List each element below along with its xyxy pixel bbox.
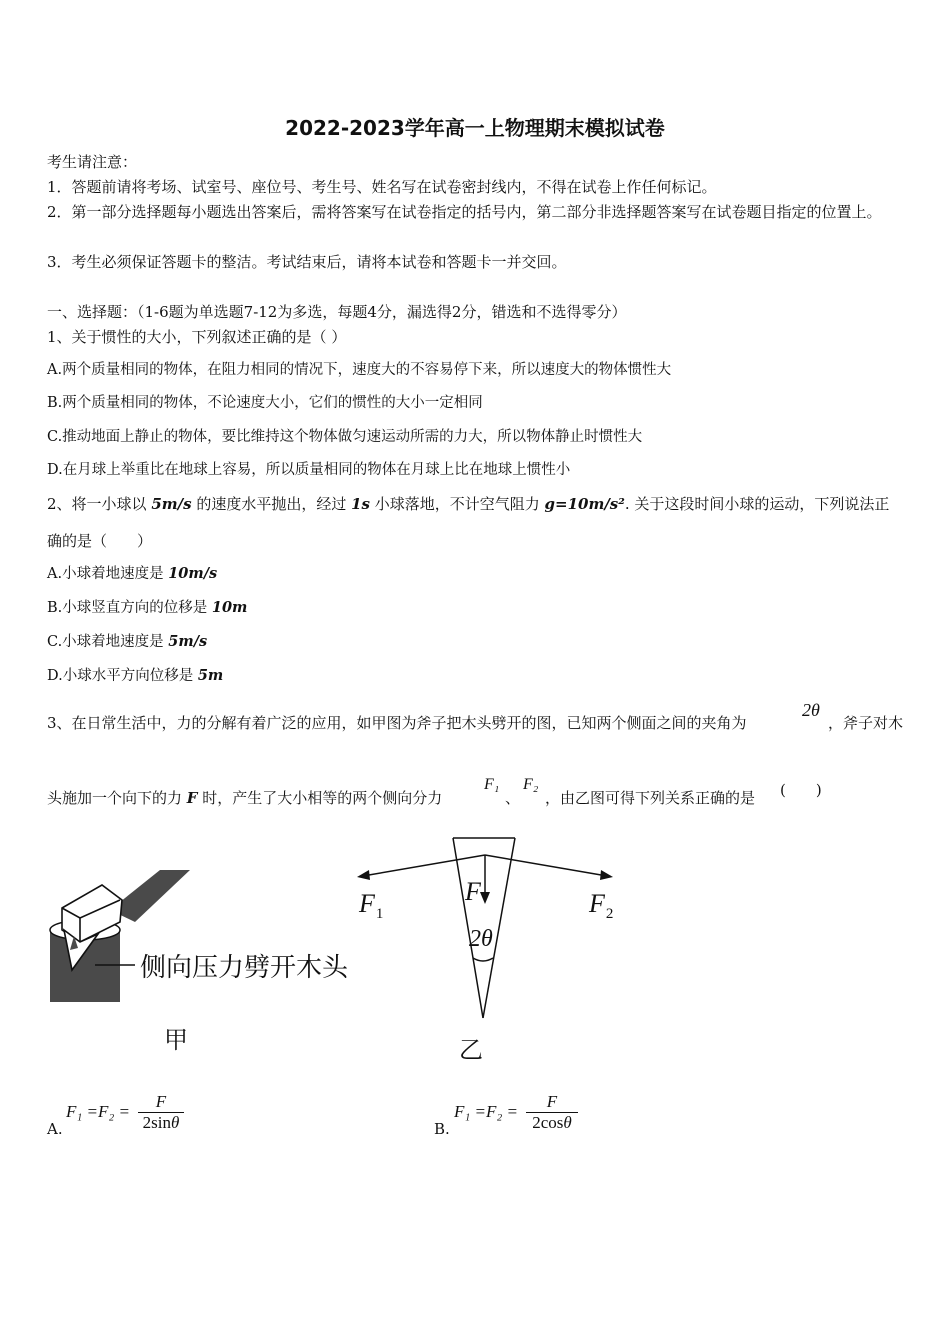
q3-f1: F₁ [484,776,500,793]
q3-option-b-lhs: F₁ =F₂ = [454,1102,519,1121]
q2-stem-d: . 关于这段时间小球的运动，下列说法正 [624,495,890,513]
q2-stem-a: 2、将一小球以 [47,495,152,513]
notice-item-3: 3．考生必须保证答题卡的整洁。考试结束后，请将本试卷和答题卡一并交回。 [47,253,567,271]
q2-g: g=10m/s² [544,495,625,513]
q2-stem-line2: 确的是（ ） [47,532,153,550]
q2-option-a-value: 10m/s [168,565,218,582]
q3-option-a-label: A. [47,1120,63,1138]
q2-option-c-value: 5m/s [168,633,208,650]
q3-option-a-numerator: F [155,1092,167,1111]
angle-arc [473,958,493,961]
q2-option-b-value: 10m [211,599,248,616]
q2-t: 1s [351,495,370,513]
q2-option-c: C.小球着地速度是 5m/s [47,633,208,650]
figure-yi-forces [345,830,635,1070]
q1-option-a: A.两个质量相同的物体，在阻力相同的情况下，速度大的不容易停下来，所以速度大的物体惯性大 [47,362,672,378]
q1-option-d: D.在月球上举重比在地球上容易，所以质量相同的物体在月球上比在地球上惯性小 [47,462,571,478]
page-title: 2022-2023学年高一上物理期末模拟试卷 [285,116,665,140]
figure-jia-caption: 甲 [164,1026,188,1054]
q1-stem: 1、关于惯性的大小，下列叙述正确的是（ ） [47,328,347,346]
q3-option-b-label: B. [434,1120,450,1138]
f-arrowhead [480,892,490,904]
notice-heading: 考生请注意： [47,153,138,171]
label-f: F [465,877,481,906]
q3-f2: F₂ [523,776,539,793]
q3-option-a-lhs: F₁ =F₂ = [66,1102,131,1121]
q3-line2-a: 头施加一个向下的力 [47,789,187,807]
f1-arrow [363,855,485,876]
q1-option-b: B.两个质量相同的物体，不论速度大小，它们的惯性的大小一定相同 [47,395,483,411]
q3-line2-c: ，由乙图可得下列关系正确的是 [545,789,756,807]
q1-option-c: C.推动地面上静止的物体，要比维持这个物体做匀速运动所需的力大，所以物体静止时惯性大 [47,429,643,445]
q3-bracket: ( ) [780,781,822,799]
f2-arrow [485,855,607,876]
notice-item-1: 1．答题前请将考场、试室号、座位号、考生号、姓名写在试卷密封线内，不得在试卷上作任何标记。 [47,178,717,196]
f2-arrowhead [600,870,613,880]
q2-option-b: B.小球竖直方向的位移是 10m [47,599,248,616]
q2-option-a: A.小球着地速度是 10m/s [47,565,218,582]
q3-option-a-denominator: 2sinθ [138,1112,184,1133]
q3-sep: 、 [505,789,521,807]
notice-item-2: 2．第一部分选择题每小题选出答案后，需将答案写在试卷指定的括号内，第二部分非选择题答案写在试卷题目指定的位置上。 [47,203,882,221]
figure-yi-caption: 乙 [459,1036,483,1064]
q3-line2-b: 时，产生了大小相等的两个侧向分力 [197,789,443,807]
q3-force: F [186,789,198,807]
label-f1: $F_1$ [359,889,384,922]
f1-arrowhead [357,870,370,880]
q3-option-b-numerator: F [546,1092,558,1111]
q3-angle: 2θ [802,700,820,720]
q3-line2 [47,786,442,810]
q3-option-a-fraction [138,1092,184,1133]
axe-handle [110,870,190,922]
q2-stem [47,492,889,516]
q2-stem-b: 的速度水平抛出，经过 [191,495,352,513]
q2-v0: 5m/s [151,495,192,513]
q2-option-d-value: 5m [197,667,224,684]
q3-stem-b: ，斧子对木 [828,714,904,732]
q3-option-b-fraction [526,1092,578,1133]
q3-stem-a: 3、在日常生活中，力的分解有着广泛的应用，如甲图为斧子把木头劈开的图，已知两个侧面之间的夹角为 [47,714,747,732]
q2-stem-c: 小球落地，不计空气阻力 [369,495,545,513]
q2-option-d: D.小球水平方向位移是 5m [47,667,224,684]
label-angle: 2θ [469,926,493,952]
figure-jia-axe [40,860,380,1060]
section-heading: 一、选择题：（1-6题为单选题7-12为多选，每题4分，漏选得2分，错选和不选得零分） [47,303,627,321]
q3-option-b-denominator: 2cosθ [526,1112,578,1133]
figure-jia-label: 侧向压力劈开木头 [140,953,349,983]
label-f2: $F_2$ [589,889,614,922]
